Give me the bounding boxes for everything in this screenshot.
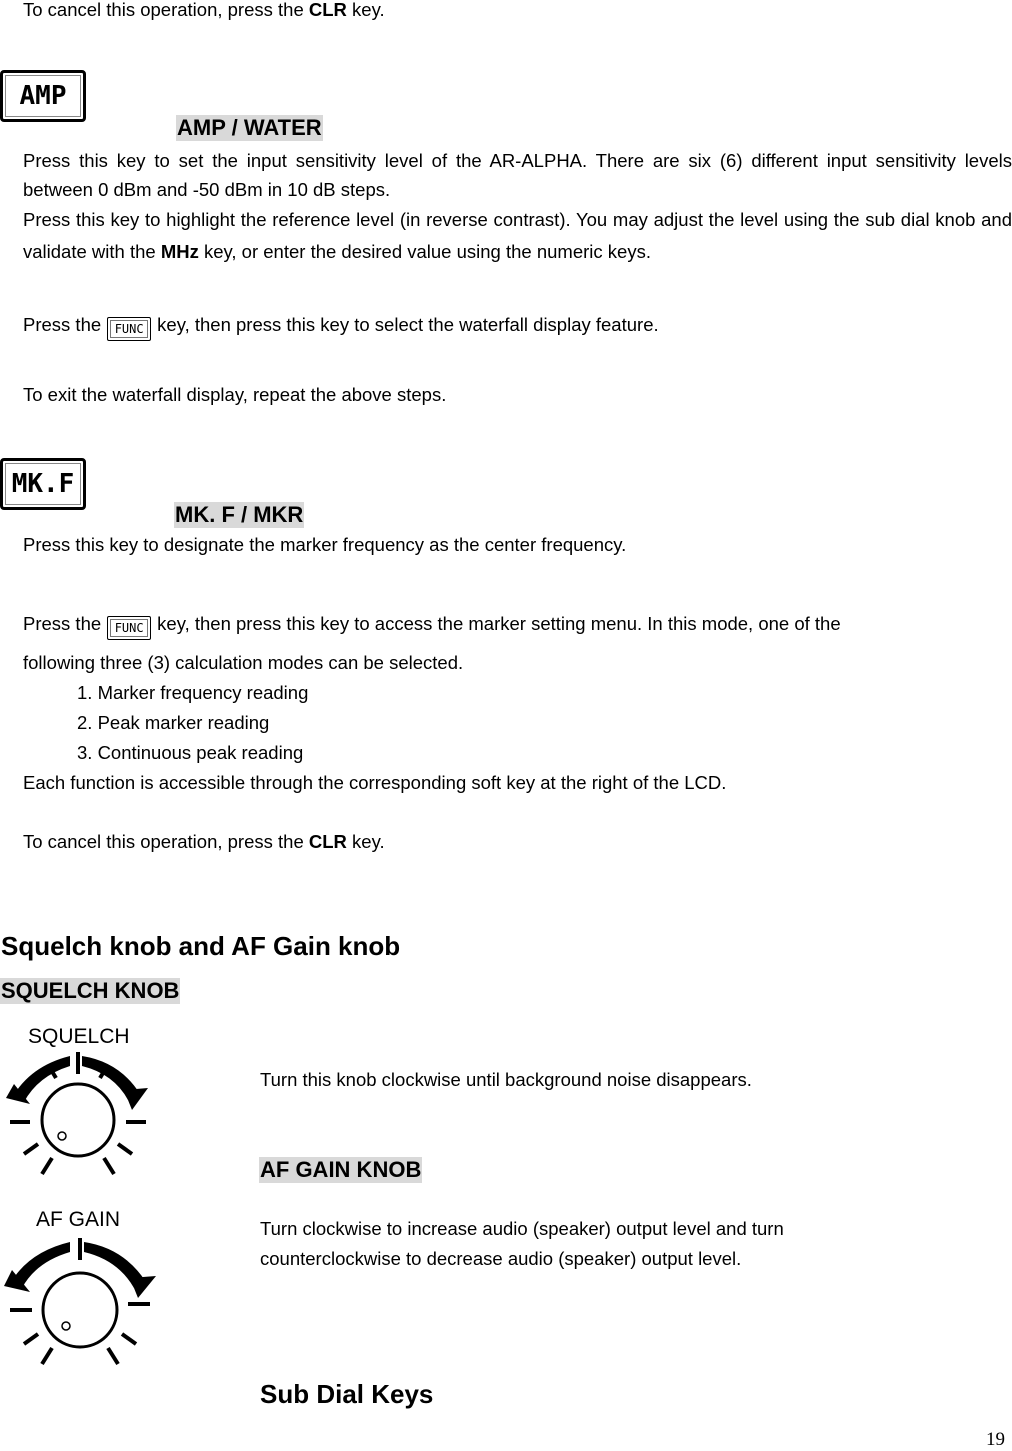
subdial-title: Sub Dial Keys (260, 1379, 434, 1409)
mode-item-2: 2. Peak marker reading (77, 712, 270, 733)
afgain-knob-image (0, 1198, 240, 1370)
afgain-text-1: Turn clockwise to increase audio (speaker) output level and turn (260, 1218, 784, 1239)
amp-key-label: AMP (0, 70, 86, 122)
amp-para-2: Press this key to highlight the reference level (in reverse contrast). You may adjust the level using the sub dial knob and validate with the MHz key, or enter the desired value using the numeric keys. (23, 209, 1012, 262)
mkf-func-text-2: following three (3) calculation modes can be selected. (23, 652, 464, 673)
softkey-text: Each function is accessible through the corresponding soft key at the right of the LCD. (23, 772, 727, 793)
mkf-cancel-text: To cancel this operation, press the CLR key. (23, 831, 385, 852)
clr-key-name: CLR (308, 831, 347, 852)
afgain-text-2: counterclockwise to decrease audio (speaker) output level. (260, 1248, 742, 1269)
mkf-para-1: Press this key to designate the marker frequency as the center frequency. (23, 534, 627, 555)
func-key-icon: FUNC (107, 616, 151, 640)
afgain-knob-label: AF GAIN (36, 1208, 121, 1231)
squelch-knob-heading: SQUELCH KNOB (1, 978, 180, 1003)
func-key-icon: FUNC (107, 317, 151, 341)
mkf-key-label: MK.F (0, 458, 86, 510)
squelch-text: Turn this knob clockwise until background noise disappears. (260, 1069, 752, 1090)
mode-item-1: 1. Marker frequency reading (77, 682, 309, 703)
afgain-knob-heading: AF GAIN KNOB (260, 1157, 422, 1182)
page-number: 19 (986, 1429, 1005, 1450)
squelch-knob-image (0, 1018, 240, 1180)
amp-para-1: Press this key to set the input sensitivity level of the AR-ALPHA. There are six (6) different input sensitivity levels between 0 dBm and -50 dBm in 10 dB steps. (23, 150, 1012, 200)
mkf-key-image (0, 458, 152, 514)
knob-section-title: Squelch knob and AF Gain knob (1, 931, 401, 961)
amp-key-image (0, 70, 158, 126)
amp-func-text: Press the FUNC key, then press this key to select the waterfall display feature. (23, 313, 659, 341)
mkf-mkr-heading: MK. F / MKR (175, 502, 304, 527)
mkf-func-text: Press the FUNC key, then press this key to access the marker setting menu. In this mode, one of the (23, 612, 841, 640)
amp-exit-text: To exit the waterfall display, repeat the above steps. (23, 384, 447, 405)
mode-item-3: 3. Continuous peak reading (77, 742, 304, 763)
mhz-key-name: MHz (160, 241, 199, 262)
squelch-knob-label: SQUELCH (28, 1025, 130, 1048)
amp-water-heading: AMP / WATER (177, 115, 322, 140)
top-cancel-text: To cancel this operation, press the CLR key. (23, 0, 385, 20)
clr-key-name: CLR (308, 0, 347, 20)
